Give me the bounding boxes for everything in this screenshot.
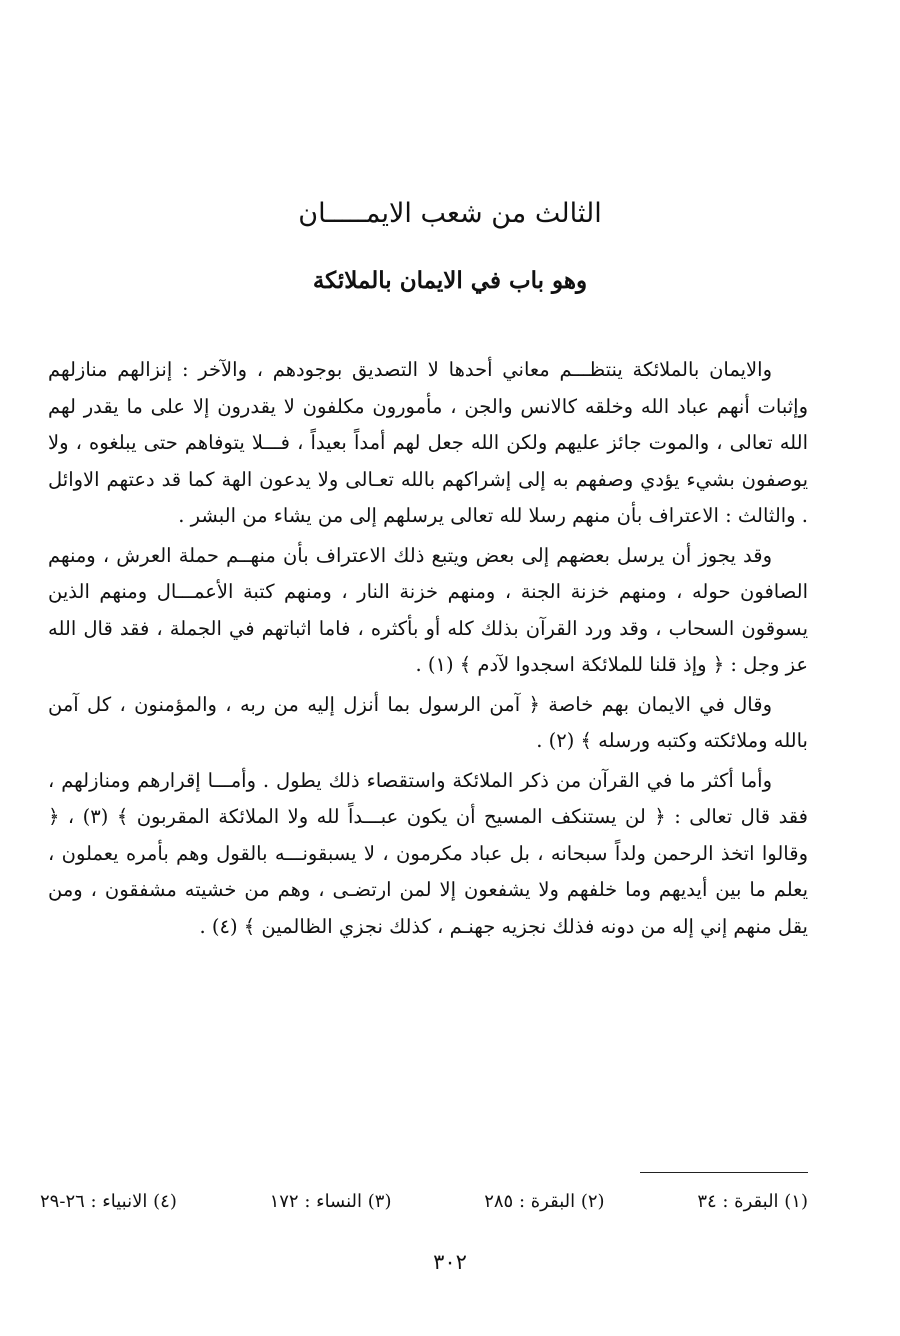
chapter-title: الثالث من شعب الايمـــــان <box>298 198 602 229</box>
paragraph-2: وقد يجوز أن يرسل بعضهم إلى بعض ويتبع ذلك الاعتراف بأن منهــم حملة العرش ، ومنهم الصافون حوله ، ومنهم خزنة الجنة ، ومنهم خزنة النار ، ومنهم كتبة الأعمـــال ومنهم الذين يسوقون السحاب ، وقد ورد القرآن بذلك كله أو بأكثره ، فاما اثباتهم في الجملة ، فقد قال الله عز وجل : ﴿ وإذ قلنا للملائكة اسجدوا لآدم ﴾ (١) . <box>48 543 808 676</box>
footnote-2: (٢) البقرة : ٢٨٥ <box>484 1191 605 1212</box>
paragraph-1: والايمان بالملائكة ينتظـــم معاني أحدها لا التصديق بوجودهم ، والآخر : إنزالهم منازلهم وإثبات أنهم عباد الله وخلقه كالانس والجن ، مأمورون مكلفون لا يقدرون إلا على ما يقدر لهم الله تعالى ، والموت جائز عليهم ولكن الله جعل لهم أمداً بعيداً ، فـــلا يتوفاهم حتى يبلغوه ، ولا يوصفون بشيء يؤدي وصفهم به إلى إشراكهم بالله تعـالى ولا يدعون الهة كما قد دعتهم الاوائل . والثالث : الاعتراف بأن منهم رسلا لله تعالى يرسلهم إلى من يشاء من البشر . <box>48 358 808 527</box>
chapter-subtitle: وهو باب في الايمان بالملائكة <box>312 267 588 294</box>
footnote-1: (١) البقرة : ٣٤ <box>697 1191 808 1212</box>
paragraph-4: وأما أكثر ما في القرآن من ذكر الملائكة واستقصاء ذلك يطول . وأمـــا إقرارهم ومنازلهم ، فقد قال تعالى : ﴿ لن يستنكف المسيح أن يكون عبـــداً لله ولا الملائكة المقربون ﴾ (٣) ، ﴿ وقالوا اتخذ الرحمن ولداً سبحانه ، بل عباد مكرمون ، لا يسبقونـــه بالقول وهم بأمره يعملون ، يعلم ما بين أيديهم وما خلفهم ولا يشفعون إلا لمن ارتضـى ، وهم من خشيته مشفقون ، ومن يقل منهم إني إله من دونه فذلك نجزيه جهنـم ، كذلك نجزي الظالمين ﴾ (٤) . <box>48 768 808 938</box>
footnote-4: (٤) الانبياء : ٢٦-٢٩ <box>40 1191 177 1212</box>
body-text <box>48 352 808 948</box>
footnote-3: (٣) النساء : ١٧٢ <box>269 1191 392 1212</box>
page-number: ٣٠٢ <box>433 1250 467 1274</box>
footnote-divider <box>640 1172 808 1173</box>
footnotes <box>40 1186 808 1218</box>
paragraph-3: وقال في الايمان بهم خاصة ﴿ آمن الرسول بما أنزل إليه من ربه ، والمؤمنون ، كل آمن بالله وملائكته وكتبه ورسله ﴾ (٢) . <box>48 692 808 752</box>
